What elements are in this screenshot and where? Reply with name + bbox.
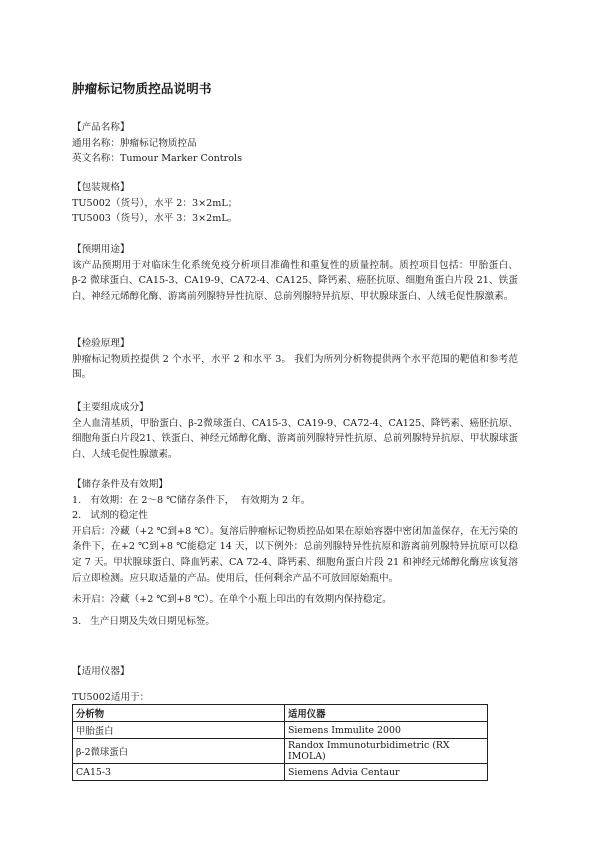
english-name-line: 英文名称：Tumour Marker Controls: [72, 153, 242, 165]
section-heading: 【包装规格】: [72, 182, 130, 193]
instrument-cell: Randox Immunoturbidimetric (RX IMOLA): [285, 739, 488, 764]
opened-stability-text: 开启后：冷藏（+2 ℃到+8 ℃）。复溶后肿瘤标记物质控品如果在原始容器中密闭加盖保存，在无污染的条件下，在+2 ℃到+8 ℃能稳定 14 天，以下例外：总前列腺特异性抗原和游离前列腺特异抗原可以稳定 7 天。甲状腺球蛋白、降血钙素、CA 72-4、降钙素、细胞角蛋白片段 21 和神经元烯醇化酶应该复溶后立即检测。应只取适量的产品。使用后，任何剩余产品不可放回原始瓶中。: [72, 525, 518, 584]
table-row: [73, 739, 488, 764]
common-name-line: 通用名称：肿瘤标记物质控品: [72, 137, 197, 149]
section-product-name: [72, 120, 518, 167]
section-storage: [72, 477, 518, 629]
instrument-table: [72, 704, 488, 781]
section-heading: 【产品名称】: [72, 122, 130, 133]
section-heading: 【储存条件及有效期】: [72, 479, 168, 490]
storage-item-stability: 2. 试剂的稳定性: [72, 510, 148, 522]
table-row: [73, 722, 488, 739]
instrument-cell: Siemens Advia Centaur: [285, 764, 488, 781]
analyte-cell: β-2微球蛋白: [73, 739, 285, 764]
column-header-analyte: 分析物: [73, 705, 285, 722]
instruments-subheading: TU5002适用于：: [72, 692, 150, 703]
composition-text: 全人血清基质，甲胎蛋白、β-2微球蛋白、CA15-3、CA19-9、CA72-4、CA125、降钙素、癌胚抗原、细胞角蛋白片段21、铁蛋白、神经元烯醇化酶、游离前列腺特异性抗原、总前列腺特异抗原、甲状腺球蛋白、人绒毛促性腺激素。: [72, 417, 518, 460]
table-header-row: [73, 705, 488, 722]
document-title: 肿瘤标记物质控品说明书: [72, 81, 212, 96]
section-instruments: [72, 664, 518, 680]
analyte-cell: CA15-3: [73, 764, 285, 781]
table-row: [73, 764, 488, 781]
section-packaging: [72, 180, 518, 227]
section-intended-use: [72, 242, 518, 304]
section-principle: [72, 336, 518, 383]
section-composition: [72, 400, 518, 462]
principle-text: 肿瘤标记物质控提供 2 个水平，水平 2 和水平 3。 我们为所列分析物提供两个水平范围的靶值和参考范围。: [72, 353, 518, 381]
section-heading: 【检验原理】: [72, 338, 130, 349]
unopened-stability-text: 未开启：冷藏（+2 ℃到+8 ℃）。在单个小瓶上印出的有效期内保持稳定。: [72, 594, 392, 606]
storage-item-expiry: 1. 有效期：在 2～8 ℃储存条件下， 有效期为 2 年。: [72, 494, 311, 506]
packaging-line: TU5003（货号），水平 3：3×2mL。: [72, 213, 238, 225]
storage-item-dates: 3. 生产日期及失效日期见标签。: [72, 615, 216, 627]
section-heading: 【预期用途】: [72, 244, 130, 255]
column-header-instrument: 适用仪器: [285, 705, 488, 722]
analyte-cell: 甲胎蛋白: [73, 722, 285, 739]
section-heading: 【适用仪器】: [72, 666, 130, 677]
packaging-line: TU5002（货号），水平 2：3×2mL；: [72, 197, 238, 209]
instrument-cell: Siemens Immulite 2000: [285, 722, 488, 739]
section-heading: 【主要组成成分】: [72, 402, 149, 413]
intended-use-text: 该产品预期用于对临床生化系统免疫分析项目准确性和重复性的质量控制。质控项目包括：甲胎蛋白、β-2 微球蛋白、CA15-3、CA19-9、CA72-4、CA125、降钙素、癌胚抗原、细胞角蛋白片段 21、铁蛋白、神经元烯醇化酶、游离前列腺特异性抗原、总前列腺特异抗原、甲状腺球蛋白、人绒毛促性腺激素。: [72, 259, 518, 302]
